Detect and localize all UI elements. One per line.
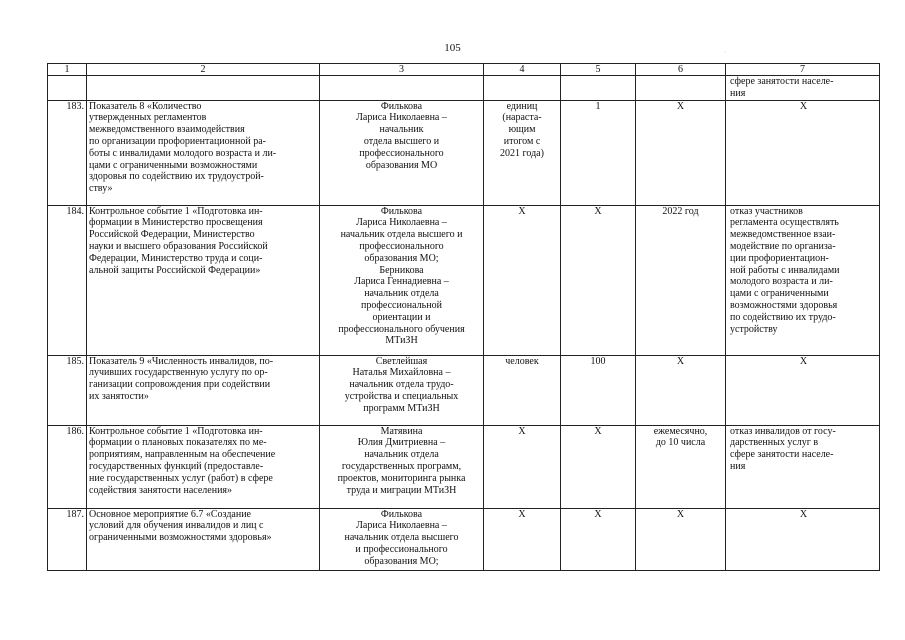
- row-value: 100: [561, 355, 636, 425]
- row-date: X: [636, 355, 726, 425]
- row-value: X: [561, 425, 636, 508]
- row-name: Показатель 9 «Численность инвалидов, по- лучивших государственную услугу по ор- ганизации сопровождения при содействии их занятости»: [87, 355, 320, 425]
- row-value: X: [561, 508, 636, 570]
- row-date: 2022 год: [636, 205, 726, 355]
- page-number: 105: [444, 42, 461, 54]
- row-responsible: Филькова Лариса Николаевна – начальник отдела высшего и профессионального образования МО; Берникова Лариса Геннадиевна – начальник отдела профессиональной ориентации и профессионального обучения МТиЗН: [320, 205, 484, 355]
- continuation-row: [48, 76, 880, 101]
- row-risk: отказ инвалидов от госу- дарственных услуг в сфере занятости населе- ния: [726, 425, 880, 508]
- continuation-text: сфере занятости населе- ния: [726, 76, 880, 101]
- row-unit: единиц (нараста- ющим итогом с 2021 года): [484, 100, 561, 205]
- row-value: 1: [561, 100, 636, 205]
- header-cell: 4: [484, 64, 561, 76]
- header-cell: 7: [726, 64, 880, 76]
- table-row: [48, 100, 880, 205]
- row-number: 184.: [48, 205, 87, 355]
- row-risk: X: [726, 355, 880, 425]
- row-number: 186.: [48, 425, 87, 508]
- table-row: [48, 425, 880, 508]
- table-row: [48, 205, 880, 355]
- row-responsible: Матявина Юлия Дмитриевна – начальник отдела государственных программ, проектов, мониторинга рынка труда и миграции МТиЗН: [320, 425, 484, 508]
- row-number: 183.: [48, 100, 87, 205]
- row-risk: X: [726, 508, 880, 570]
- row-unit: X: [484, 425, 561, 508]
- row-responsible: Филькова Лариса Николаевна – начальник отдела высшего и профессионального образования МО: [320, 100, 484, 205]
- row-date: X: [636, 508, 726, 570]
- row-name: Контрольное событие 1 «Подготовка ин- формации о плановых показателях по ме- роприятиям, направленным на обеспечение государственных функций (предоставле- ние государственных услуг (работ) в сфере содействия занятости населения»: [87, 425, 320, 508]
- row-unit: X: [484, 205, 561, 355]
- row-unit: X: [484, 508, 561, 570]
- row-value: X: [561, 205, 636, 355]
- row-number: 185.: [48, 355, 87, 425]
- row-name: Контрольное событие 1 «Подготовка ин- формации в Министерство просвещения Российской Федерации, Министерство науки и высшего образования Российской Федерации, Министерство труда и соци- альной защиты Российской Федерации»: [87, 205, 320, 355]
- row-date: X: [636, 100, 726, 205]
- corner-mark: ·: [724, 50, 726, 56]
- row-date: ежемесячно, до 10 числа: [636, 425, 726, 508]
- row-unit: человек: [484, 355, 561, 425]
- header-cell: 5: [561, 64, 636, 76]
- row-number: 187.: [48, 508, 87, 570]
- plan-table: [47, 63, 880, 571]
- header-cell: 6: [636, 64, 726, 76]
- table-row: [48, 508, 880, 570]
- row-risk: отказ участников регламента осуществлять межведомственное взаи- модействие по организа- ции профориентацион- ной работы с инвалидами молодого возраста и ли- цами с ограниченными возможностями здоровья по содействию их трудо- устройству: [726, 205, 880, 355]
- header-row: [48, 64, 880, 76]
- header-cell: 3: [320, 64, 484, 76]
- header-cell: 1: [48, 64, 87, 76]
- row-responsible: Светлейшая Наталья Михайловна – начальник отдела трудо- устройства и специальных программ МТиЗН: [320, 355, 484, 425]
- row-risk: X: [726, 100, 880, 205]
- table-row: [48, 355, 880, 425]
- row-name: Основное мероприятие 6.7 «Создание условий для обучения инвалидов и лиц с ограниченными возможностями здоровья»: [87, 508, 320, 570]
- header-cell: 2: [87, 64, 320, 76]
- row-responsible: Филькова Лариса Николаевна – начальник отдела высшего и профессионального образования МО;: [320, 508, 484, 570]
- row-name: Показатель 8 «Количество утвержденных регламентов межведомственного взаимодействия по организации профориентационной ра- боты с инвалидами молодого возраста и ли- цами с ограниченными возможностями здоровья по содействию их трудоустрой- ству»: [87, 100, 320, 205]
